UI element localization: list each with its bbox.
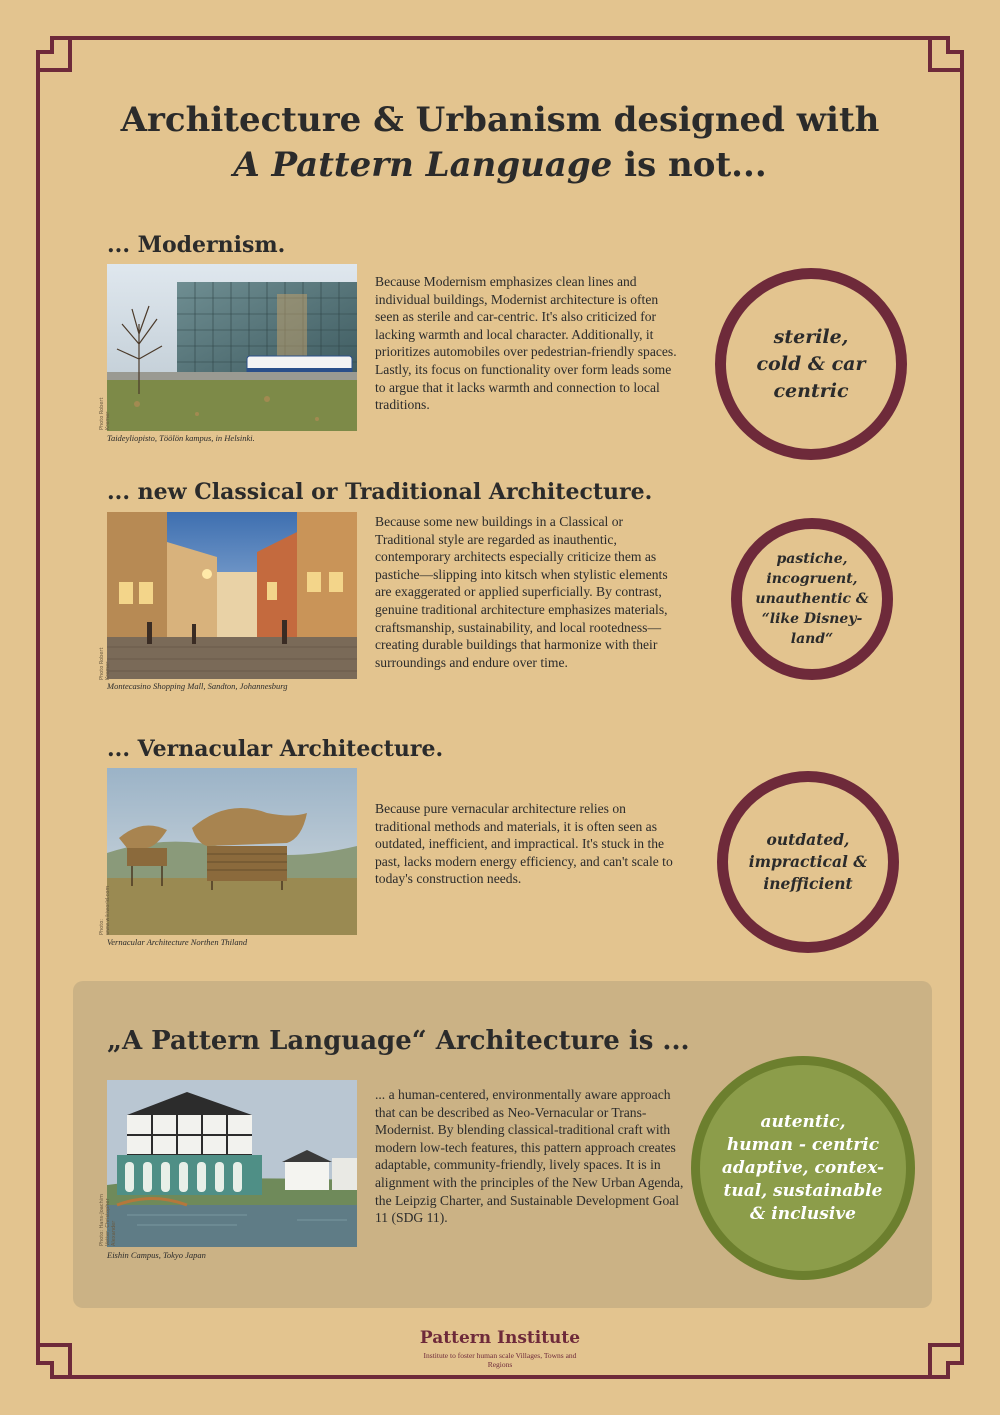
photo-caption: Vernacular Architecture Northen Thiland — [107, 937, 248, 947]
title-rest-part: is not... — [612, 145, 767, 185]
badge-circle-modernism — [715, 268, 907, 460]
page-title-line1: Architecture & Urbanism designed with — [120, 100, 880, 140]
apl-body-text: ... a human-centered, environmentally aware approach that can be described as Neo-Vernacular or Trans-Modernist. By blending classical-traditional craft with modern low-tech features, this pattern approach creates adaptable, community-friendly, lively spaces. It is in alignment with the principles of the New Urban Agenda, the Leipzig Charter, and Sustainable Development Goal 11 (SDG 11). — [375, 1087, 684, 1226]
photo-credit: Photo: Hans-Joachim Vetter, Christopher Alexander — [99, 1194, 117, 1246]
section-body-text: Because some new buildings in a Classical or Traditional style are regarded as inauthentic, contemporary architects especially criticize them as pastiche—slipping into kitsch when stylistic elements are exaggerated or applied superficially. By contrast, genuine traditional architecture emphasizes materials, craftsmanship, sustainability, and local rootedness—creating durable buildings that harmonize with their surroundings and endure over time. — [375, 514, 668, 670]
photo-caption: Montecasino Shopping Mall, Sandton, Johannesburg — [107, 681, 288, 691]
section-heading-modernism: ... Modernism. — [107, 232, 286, 258]
photo-modernism — [107, 264, 357, 431]
section-body-text: Because pure vernacular architecture relies on traditional methods and materials, it is often seen as outdated, inefficient, and impractical. It's stuck in the past, lacks modern energy efficiency, and can't scale to today's construction needs. — [375, 801, 673, 887]
section-heading-classical: ... new Classical or Traditional Architecture. — [107, 479, 653, 505]
section-body-text: Because Modernism emphasizes clean lines and individual buildings, Modernist architecture is often seen as sterile and car-centric. It's also criticized for lacking warmth and local character. Additionally, it prioritizes automobiles over pedestrian-friendly spaces. Lastly, its focus on functionality over form leads some to argue that it lacks warmth and connection to local traditions. — [375, 274, 677, 413]
badge-circle-vernacular — [717, 771, 899, 953]
photo-vernacular — [107, 768, 357, 935]
footer-tagline: Institute to foster human scale Villages, Towns and Regions — [423, 1351, 577, 1369]
photo-caption: Taideyliopisto, Töölön kampus, in Helsinki. — [107, 433, 255, 443]
footer-org-name: Pattern Institute — [419, 1328, 581, 1348]
section-heading-vernacular: ... Vernacular Architecture. — [107, 736, 444, 762]
badge-text: autentic, human - centric adaptive, contex- tual, sustainable & inclusive — [721, 1111, 885, 1224]
badge-text: outdated, impractical & inefficient — [748, 830, 868, 893]
page-title-line2 — [0, 145, 1000, 185]
title-italic-part: A Pattern Language — [233, 145, 613, 185]
photo-classical — [107, 512, 357, 679]
photo-eishin-campus — [107, 1080, 357, 1247]
photo-caption: Eishin Campus, Tokyo Japan — [107, 1250, 206, 1260]
photo-credit: Photo: www.wikiworld.com — [99, 885, 111, 935]
badge-circle-apl — [691, 1056, 915, 1280]
photo-credit: Photo Robert Kremer — [99, 647, 111, 680]
badge-text: sterile, cold & car centric — [756, 325, 866, 402]
badge-text: pastiche, incogruent, unauthentic & “like Disney- land“ — [755, 551, 869, 647]
badge-circle-classical — [731, 518, 893, 680]
photo-credit: Photo Robert Kremer — [99, 397, 111, 430]
apl-heading: „A Pattern Language“ Architecture is ... — [107, 1026, 690, 1056]
